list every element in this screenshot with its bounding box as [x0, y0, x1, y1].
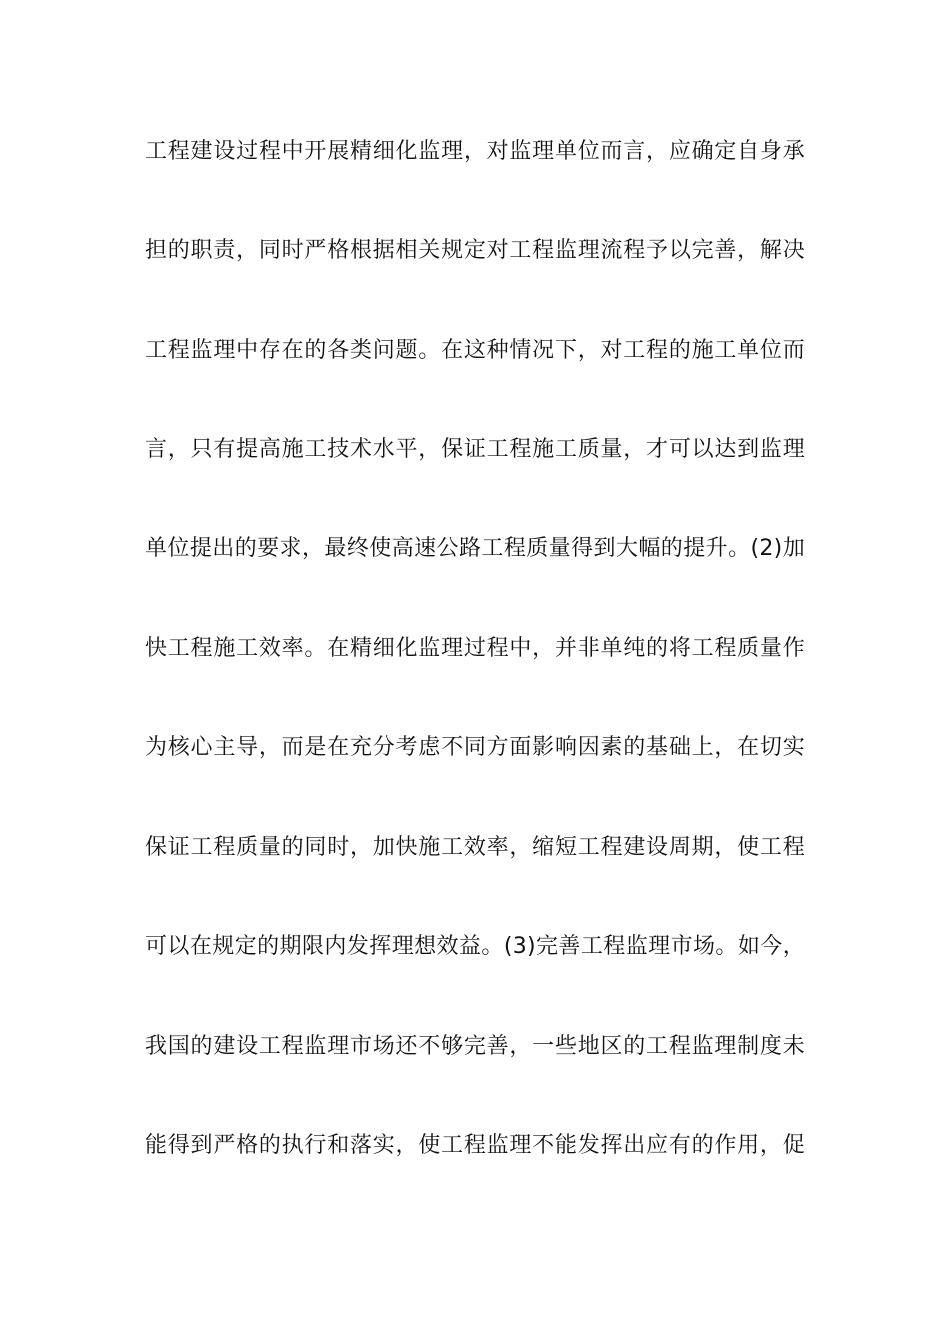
body-text-line: 保证工程质量的同时，加快施工效率，缩短工程建设周期，使工程 [145, 835, 805, 860]
body-text-line: 快工程施工效率。在精细化监理过程中，并非单纯的将工程质量作 [145, 636, 805, 661]
body-text-line: 单位提出的要求，最终使高速公路工程质量得到大幅的提升。(2)加 [145, 536, 805, 561]
body-text-line: 工程建设过程中开展精细化监理，对监理单位而言，应确定自身承 [145, 139, 805, 164]
body-text-line: 可以在规定的期限内发挥理想效益。(3)完善工程监理市场。如今， [145, 934, 805, 959]
body-text-line: 能得到严格的执行和落实，使工程监理不能发挥出应有的作用，促 [145, 1133, 805, 1158]
body-text-line: 工程监理中存在的各类问题。在这种情况下，对工程的施工单位而 [145, 338, 805, 363]
body-text-line: 我国的建设工程监理市场还不够完善，一些地区的工程监理制度未 [145, 1034, 805, 1059]
body-text-line: 言，只有提高施工技术水平，保证工程施工质量，才可以达到监理 [145, 437, 805, 462]
body-text-line: 担的职责，同时严格根据相关规定对工程监理流程予以完善，解决 [145, 238, 805, 263]
body-text-line: 为核心主导，而是在充分考虑不同方面影响因素的基础上，在切实 [145, 735, 805, 760]
